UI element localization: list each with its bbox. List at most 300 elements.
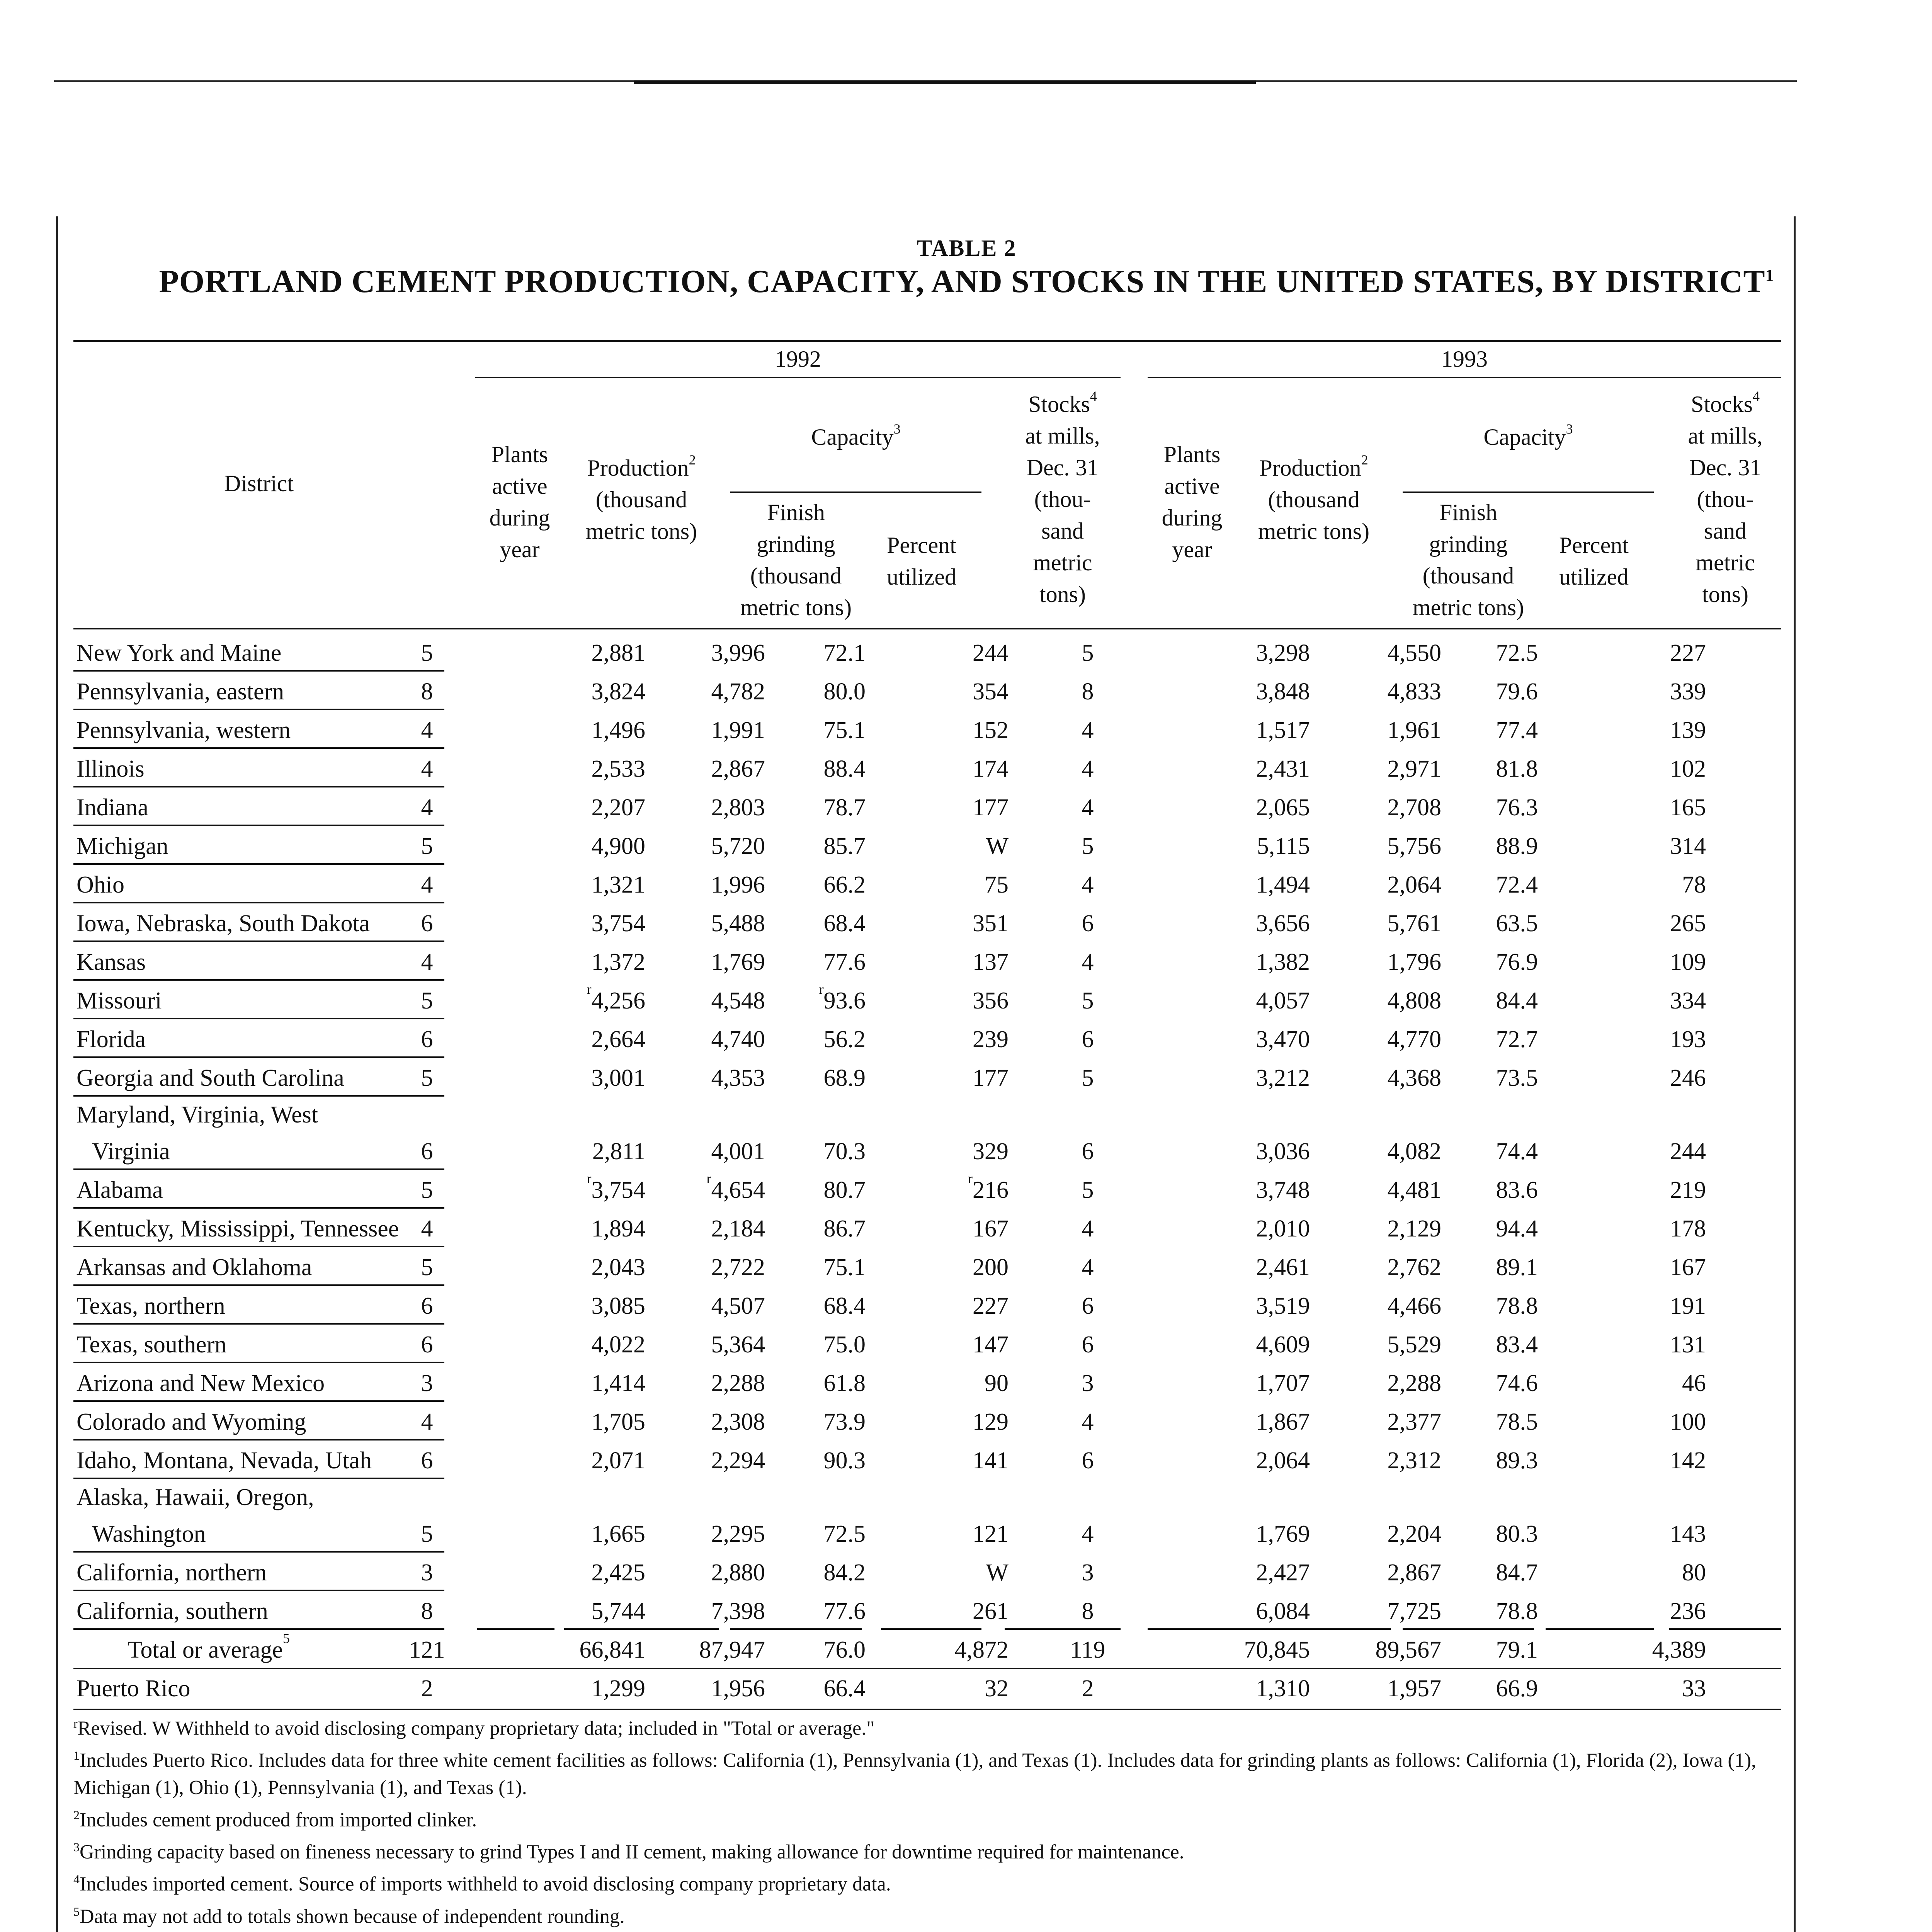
cell-p93: 5 xyxy=(1082,833,1094,859)
row-divider xyxy=(73,825,444,826)
cell-cap93: 2,288 xyxy=(1387,1370,1441,1396)
cell-pct92: 72.1 xyxy=(823,640,866,666)
cell-cap92: 3,996 xyxy=(711,640,765,666)
cell-pct92: 90.3 xyxy=(823,1447,866,1474)
total-rule xyxy=(1005,1628,1121,1630)
cell-prod92: 2,533 xyxy=(591,756,645,782)
cell-stk93: 265 xyxy=(1670,910,1706,937)
cell-p93: 4 xyxy=(1082,949,1094,975)
row-divider xyxy=(73,1362,444,1363)
table-row xyxy=(73,981,1781,1020)
cell-p93: 4 xyxy=(1082,794,1094,821)
cell-prod92: 1,321 xyxy=(591,872,645,898)
cell-district: Kansas xyxy=(77,949,146,975)
cell-stk92: 137 xyxy=(973,949,1009,975)
cell-stk93: 139 xyxy=(1670,717,1706,743)
cell-cap92: 4,740 xyxy=(711,1026,765,1053)
cell-value: 93.6 xyxy=(823,988,866,1014)
cell-cap92: 5,488 xyxy=(711,910,765,937)
cell-p93: 5 xyxy=(1082,988,1094,1014)
cell-pct92: 75.1 xyxy=(823,717,866,743)
footnote-revised: $^r$Revised. W Withheld to avoid disclosing company proprietary data; included in "Total or average." xyxy=(73,1716,875,1740)
cell-pct93: 83.6 xyxy=(1496,1177,1538,1203)
table-row xyxy=(73,1669,1781,1708)
cell-prod92: 2,071 xyxy=(591,1447,645,1474)
cell-cap93: 2,762 xyxy=(1387,1254,1441,1281)
cell-pct93: 73.5 xyxy=(1496,1065,1538,1091)
cell-cap92: 2,867 xyxy=(711,756,765,782)
cell-district: Arizona and New Mexico xyxy=(77,1370,325,1396)
cell-p92: 5 xyxy=(421,1521,433,1547)
cell-pct93: 78.8 xyxy=(1496,1598,1538,1624)
cell-prod93: 3,848 xyxy=(1256,679,1310,705)
header-capacity-1992: Capacity$^3$ xyxy=(811,421,901,450)
cell-p92: 3 xyxy=(421,1560,433,1586)
cell-p92: 4 xyxy=(421,717,433,743)
cell-prod93: 1,382 xyxy=(1256,949,1310,975)
row-divider xyxy=(73,1056,444,1058)
cell-district: Florida xyxy=(77,1026,146,1053)
table-row xyxy=(73,672,1781,711)
cell-cap93: 4,808 xyxy=(1387,988,1441,1014)
cell-pct93: 77.4 xyxy=(1496,717,1538,743)
cell-cap93: 7,725 xyxy=(1387,1598,1441,1624)
cell-p93: 8 xyxy=(1082,679,1094,705)
total-rule xyxy=(1403,1628,1534,1630)
cell-prod92: 4,022 xyxy=(591,1332,645,1358)
header-finish-grinding-1992: Finish grinding (thousand metric tons) xyxy=(740,500,852,620)
cell-pct92: 61.8 xyxy=(823,1370,866,1396)
footnote-4: $^4$Includes imported cement. Source of imports withheld to avoid disclosing company proprietary data. xyxy=(73,1872,891,1895)
cell-stk93: 334 xyxy=(1670,988,1706,1014)
cell-cap93: 4,833 xyxy=(1387,679,1441,705)
cell-pct92: 80.0 xyxy=(823,679,866,705)
cell-value: 216 xyxy=(973,1177,1009,1203)
cell-cap93: 1,957 xyxy=(1387,1675,1441,1702)
cell-stk92: W xyxy=(986,833,1009,859)
row-divider xyxy=(73,902,444,903)
cell-stk92: 90 xyxy=(985,1370,1009,1396)
cell-district: Missouri xyxy=(77,988,162,1014)
cell-stk93: 339 xyxy=(1670,679,1706,705)
cell-prod92: 3,754 xyxy=(591,910,645,937)
cell-cap92: 4,507 xyxy=(711,1293,765,1319)
cell-prod92: 2,207 xyxy=(591,794,645,821)
cell-p92: 6 xyxy=(421,1293,433,1319)
header-finish-grinding-1993: Finish grinding (thousand metric tons) xyxy=(1412,500,1524,620)
cell-cap93: 2,867 xyxy=(1387,1560,1441,1586)
revised-mark: r xyxy=(587,981,592,997)
cell-p93: 8 xyxy=(1082,1598,1094,1624)
cell-p93: 3 xyxy=(1082,1370,1094,1396)
cell-prod92: 3,001 xyxy=(591,1065,645,1091)
cell-cap93: 4,550 xyxy=(1387,640,1441,666)
table-row xyxy=(73,1364,1781,1403)
table-row xyxy=(73,1480,1781,1553)
cell-p92: 3 xyxy=(421,1370,433,1396)
cell-p93: 4 xyxy=(1082,1521,1094,1547)
total-rule xyxy=(730,1628,862,1630)
capacity-1992-rule xyxy=(730,492,981,493)
cell-stk92: 141 xyxy=(973,1447,1009,1474)
cell-pct92: 66.2 xyxy=(823,872,866,898)
cell-pct92: 85.7 xyxy=(823,833,866,859)
cell-stk92: 356 xyxy=(973,988,1009,1014)
cell-cap93: 4,368 xyxy=(1387,1065,1441,1091)
cell-p92: 121 xyxy=(409,1637,445,1663)
revised-mark: r xyxy=(706,1171,711,1186)
cell-cap93: 2,377 xyxy=(1387,1409,1441,1435)
cell-prod93: 3,748 xyxy=(1256,1177,1310,1203)
cell-pct93: 72.4 xyxy=(1496,872,1538,898)
table-row xyxy=(73,1403,1781,1441)
cell-stk93: 244 xyxy=(1670,1138,1706,1165)
row-divider xyxy=(73,1323,444,1325)
cell-pct92: 70.3 xyxy=(823,1138,866,1165)
cell-prod92: 1,665 xyxy=(591,1521,645,1547)
row-divider xyxy=(73,1628,444,1630)
table-row xyxy=(73,943,1781,981)
cell-pct93: 74.4 xyxy=(1496,1138,1538,1165)
header-plants-1992: Plants active during year xyxy=(489,442,550,562)
cell-cap92: 4,548 xyxy=(711,988,765,1014)
cell-stk93: 109 xyxy=(1670,949,1706,975)
cell-stk93: 165 xyxy=(1670,794,1706,821)
cell-district: Illinois xyxy=(77,756,145,782)
cell-p92: 4 xyxy=(421,756,433,782)
cell-cap92: 2,294 xyxy=(711,1447,765,1474)
cell-p93: 4 xyxy=(1082,872,1094,898)
cell-prod92: 1,496 xyxy=(591,717,645,743)
cell-prod92: 2,881 xyxy=(591,640,645,666)
table-row xyxy=(73,1287,1781,1325)
cell-prod92: 2,425 xyxy=(591,1560,645,1586)
cell-prod93: 4,609 xyxy=(1256,1332,1310,1358)
cell-pct93: 89.3 xyxy=(1496,1447,1538,1474)
cell-stk92: W xyxy=(986,1560,1009,1586)
cell-prod93: 3,298 xyxy=(1256,640,1310,666)
cell-value: 4,654 xyxy=(711,1177,765,1203)
cell-cap93: 5,529 xyxy=(1387,1332,1441,1358)
cell-pct92: 68.4 xyxy=(823,910,866,937)
cell-prod92: 66,841 xyxy=(579,1637,645,1663)
cell-prod93: 2,427 xyxy=(1256,1560,1310,1586)
cell-p93: 2 xyxy=(1082,1675,1094,1702)
cell-stk92: 121 xyxy=(973,1521,1009,1547)
cell-stk93: 227 xyxy=(1670,640,1706,666)
footnote-5: $^5$Data may not add to totals shown because of independent rounding. xyxy=(73,1904,625,1927)
row-divider xyxy=(73,1018,444,1019)
cell-p93: 5 xyxy=(1082,1177,1094,1203)
cell-district: Alabama xyxy=(77,1177,163,1203)
cell-pct92: 76.0 xyxy=(823,1637,866,1663)
row-divider xyxy=(73,1551,444,1553)
row-divider xyxy=(73,1168,444,1170)
capacity-1993-rule xyxy=(1403,492,1654,493)
cell-district: Ohio xyxy=(77,872,124,898)
cell-prod92: 2,664 xyxy=(591,1026,645,1053)
table-row xyxy=(73,1248,1781,1287)
cell-pct92: 84.2 xyxy=(823,1560,866,1586)
cell-prod93: 70,845 xyxy=(1244,1637,1310,1663)
header-stocks-1993: Stocks$^4$ at mills, Dec. 31 (thou- sand metric tons) xyxy=(1688,388,1763,607)
cell-p93: 4 xyxy=(1082,1216,1094,1242)
table-row xyxy=(73,788,1781,827)
cell-prod93: 3,519 xyxy=(1256,1293,1310,1319)
cell-prod92: 2,811 xyxy=(592,1138,645,1165)
cell-p92: 5 xyxy=(421,640,433,666)
header-production-1992: Production$^2$ (thousand metric tons) xyxy=(585,452,697,544)
cell-district xyxy=(128,1631,290,1669)
cell-stk92: 4,872 xyxy=(954,1637,1009,1663)
cell-district: Arkansas and Oklahoma xyxy=(77,1254,312,1281)
cell-prod93: 1,310 xyxy=(1256,1675,1310,1702)
cell-cap92: 2,295 xyxy=(711,1521,765,1547)
cell-p93: 5 xyxy=(1082,1065,1094,1091)
year-1992-heading: 1992 xyxy=(775,346,821,372)
cell-pct93: 84.4 xyxy=(1496,988,1538,1014)
cell-cap93: 4,770 xyxy=(1387,1026,1441,1053)
cell-cap92: 1,956 xyxy=(711,1675,765,1702)
cell-stk92 xyxy=(935,1171,1009,1209)
cell-prod92: 1,299 xyxy=(591,1675,645,1702)
table-row xyxy=(73,634,1781,672)
total-rule xyxy=(1546,1628,1654,1630)
cell-cap92: 5,364 xyxy=(711,1332,765,1358)
cell-prod93: 1,517 xyxy=(1256,717,1310,743)
row-divider xyxy=(73,709,444,710)
cell-p92: 5 xyxy=(421,1065,433,1091)
cell-stk93: 193 xyxy=(1670,1026,1706,1053)
total-rule xyxy=(1148,1628,1236,1630)
cell-pct93: 84.7 xyxy=(1496,1560,1538,1586)
cell-stk92: 32 xyxy=(985,1675,1009,1702)
row-divider xyxy=(73,1478,444,1479)
cell-district: Georgia and South Carolina xyxy=(77,1065,344,1091)
district-text: Total or average xyxy=(128,1637,283,1663)
cell-district-continued: Virginia xyxy=(92,1138,170,1165)
cell-cap92: 1,991 xyxy=(711,717,765,743)
cell-district: Idaho, Montana, Nevada, Utah xyxy=(77,1447,372,1474)
cell-p93: 6 xyxy=(1082,1026,1094,1053)
cell-prod93: 1,769 xyxy=(1256,1521,1310,1547)
total-rule xyxy=(1669,1628,1781,1630)
table-row xyxy=(73,711,1781,750)
cell-p92: 4 xyxy=(421,872,433,898)
cell-stk93: 100 xyxy=(1670,1409,1706,1435)
header-capacity-1993: Capacity$^3$ xyxy=(1483,421,1573,450)
table-row xyxy=(73,1059,1781,1097)
cell-stk93: 246 xyxy=(1670,1065,1706,1091)
cell-pct93: 88.9 xyxy=(1496,833,1538,859)
cell-p92: 4 xyxy=(421,794,433,821)
cell-cap93: 4,481 xyxy=(1387,1177,1441,1203)
cell-pct92: 75.0 xyxy=(823,1332,866,1358)
cell-cap92: 2,308 xyxy=(711,1409,765,1435)
cell-pct93: 81.8 xyxy=(1496,756,1538,782)
cell-cap93: 1,796 xyxy=(1387,949,1441,975)
cell-pct92: 56.2 xyxy=(823,1026,866,1053)
cell-prod92: 5,744 xyxy=(591,1598,645,1624)
left-margin-line xyxy=(56,216,58,1932)
header-production-1993: Production$^2$ (thousand metric tons) xyxy=(1258,452,1370,544)
footnote-mark: 5 xyxy=(282,1631,290,1646)
cell-pct93: 76.3 xyxy=(1496,794,1538,821)
cell-prod92: 3,085 xyxy=(591,1293,645,1319)
cell-cap92: 4,001 xyxy=(711,1138,765,1165)
cell-pct93: 89.1 xyxy=(1496,1254,1538,1281)
cell-stk92: 147 xyxy=(973,1332,1009,1358)
table-row xyxy=(73,904,1781,943)
cell-prod92: 1,705 xyxy=(591,1409,645,1435)
cell-stk93: 219 xyxy=(1670,1177,1706,1203)
cell-cap93: 2,204 xyxy=(1387,1521,1441,1547)
row-divider xyxy=(73,1095,444,1097)
cell-stk93: 78 xyxy=(1682,872,1706,898)
cell-prod93: 4,057 xyxy=(1256,988,1310,1014)
cell-prod92 xyxy=(522,1171,645,1209)
cell-p92: 5 xyxy=(421,988,433,1014)
cell-p93: 6 xyxy=(1082,910,1094,937)
cell-pct92: 80.7 xyxy=(823,1177,866,1203)
cell-cap92: 2,722 xyxy=(711,1254,765,1281)
cell-p93: 4 xyxy=(1082,756,1094,782)
cell-pct92: 86.7 xyxy=(823,1216,866,1242)
cell-stk93: 167 xyxy=(1670,1254,1706,1281)
cell-prod93: 3,036 xyxy=(1256,1138,1310,1165)
cell-prod92: 1,414 xyxy=(591,1370,645,1396)
cell-cap92: 4,353 xyxy=(711,1065,765,1091)
table-number: TABLE 2 xyxy=(917,235,1017,261)
cell-pct92: 68.4 xyxy=(823,1293,866,1319)
cell-stk93: 236 xyxy=(1670,1598,1706,1624)
cell-p92: 6 xyxy=(421,1138,433,1165)
cell-district: Michigan xyxy=(77,833,168,859)
cell-pct93: 66.9 xyxy=(1496,1675,1538,1702)
row-divider xyxy=(73,786,444,787)
year-1993-rule xyxy=(1148,377,1781,378)
cell-pct92: 77.6 xyxy=(823,949,866,975)
cell-district: Colorado and Wyoming xyxy=(77,1409,306,1435)
cell-stk92: 227 xyxy=(973,1293,1009,1319)
total-rule xyxy=(477,1628,554,1630)
cell-district: Indiana xyxy=(77,794,148,821)
cell-cap93: 2,129 xyxy=(1387,1216,1441,1242)
cell-district: Pennsylvania, western xyxy=(77,717,291,743)
cell-cap93: 1,961 xyxy=(1387,717,1441,743)
cell-p93: 4 xyxy=(1082,1409,1094,1435)
cell-cap93: 5,756 xyxy=(1387,833,1441,859)
table-row xyxy=(73,1631,1781,1669)
cell-p92: 6 xyxy=(421,1026,433,1053)
cell-p93: 4 xyxy=(1082,1254,1094,1281)
cell-prod92: 4,900 xyxy=(591,833,645,859)
cell-pct93: 78.8 xyxy=(1496,1293,1538,1319)
cell-district: Kentucky, Mississippi, Tennessee xyxy=(77,1216,399,1242)
cell-prod92: 1,894 xyxy=(591,1216,645,1242)
cell-stk93: 102 xyxy=(1670,756,1706,782)
cell-cap93: 4,082 xyxy=(1387,1138,1441,1165)
cell-stk92: 354 xyxy=(973,679,1009,705)
cell-cap93: 2,971 xyxy=(1387,756,1441,782)
cell-p93: 119 xyxy=(1070,1637,1105,1663)
cell-prod93: 2,065 xyxy=(1256,794,1310,821)
row-divider xyxy=(73,1400,444,1402)
cell-prod93: 6,084 xyxy=(1256,1598,1310,1624)
cell-p92: 2 xyxy=(421,1675,433,1702)
cell-p92: 8 xyxy=(421,679,433,705)
table-row xyxy=(73,1325,1781,1364)
cell-cap92: 7,398 xyxy=(711,1598,765,1624)
cell-district: Texas, northern xyxy=(77,1293,225,1319)
cell-prod92 xyxy=(522,981,645,1020)
cell-stk92: 152 xyxy=(973,717,1009,743)
cell-cap92: 4,782 xyxy=(711,679,765,705)
row-divider xyxy=(73,979,444,981)
row-divider xyxy=(73,1439,444,1440)
table-row xyxy=(73,1020,1781,1059)
cell-district-continued: Washington xyxy=(92,1521,206,1547)
cell-stk92: 75 xyxy=(985,872,1009,898)
cell-p92: 4 xyxy=(421,949,433,975)
cell-pct92: 78.7 xyxy=(823,794,866,821)
table-row xyxy=(73,1097,1781,1171)
cell-cap93: 89,567 xyxy=(1375,1637,1441,1663)
top-rule-thick xyxy=(634,80,1256,84)
cell-pct93: 94.4 xyxy=(1496,1216,1538,1242)
cell-stk93: 131 xyxy=(1670,1332,1706,1358)
table-row xyxy=(73,1592,1781,1631)
header-bottom-rule xyxy=(73,628,1781,629)
cell-cap92: 2,184 xyxy=(711,1216,765,1242)
row-divider xyxy=(73,1590,444,1591)
cell-prod92: 3,824 xyxy=(591,679,645,705)
table-row xyxy=(73,1209,1781,1248)
cell-stk92: 200 xyxy=(973,1254,1009,1281)
cell-cap92: 87,947 xyxy=(699,1637,765,1663)
cell-cap92: 5,720 xyxy=(711,833,765,859)
cell-stk92: 239 xyxy=(973,1026,1009,1053)
cell-p92: 4 xyxy=(421,1409,433,1435)
total-rule xyxy=(1236,1628,1391,1630)
header-top-rule xyxy=(73,340,1781,342)
cell-prod92: 1,372 xyxy=(591,949,645,975)
cell-stk93: 142 xyxy=(1670,1447,1706,1474)
cell-pct92: 88.4 xyxy=(823,756,866,782)
right-margin-line xyxy=(1794,216,1796,1932)
table-row xyxy=(73,1171,1781,1209)
row-divider xyxy=(73,670,444,672)
cell-stk92: 174 xyxy=(973,756,1009,782)
footnote-3: $^3$Grinding capacity based on fineness necessary to grind Types I and II cement, making allowance for downtime required for maintenance. xyxy=(73,1840,1184,1863)
cell-stk92: 261 xyxy=(973,1598,1009,1624)
cell-p92: 8 xyxy=(421,1598,433,1624)
cell-stk93: 80 xyxy=(1682,1560,1706,1586)
cell-district: Iowa, Nebraska, South Dakota xyxy=(77,910,370,937)
cell-p93: 6 xyxy=(1082,1447,1094,1474)
cell-pct93: 72.7 xyxy=(1496,1026,1538,1053)
cell-p93: 6 xyxy=(1082,1293,1094,1319)
cell-p92: 6 xyxy=(421,1332,433,1358)
table-row xyxy=(73,827,1781,866)
cell-cap93: 2,064 xyxy=(1387,872,1441,898)
year-1993-heading: 1993 xyxy=(1441,346,1488,372)
cell-stk92: 329 xyxy=(973,1138,1009,1165)
cell-cap92: 2,880 xyxy=(711,1560,765,1586)
cell-district: Texas, southern xyxy=(77,1332,227,1358)
cell-district: California, northern xyxy=(77,1560,267,1586)
cell-stk93: 191 xyxy=(1670,1293,1706,1319)
